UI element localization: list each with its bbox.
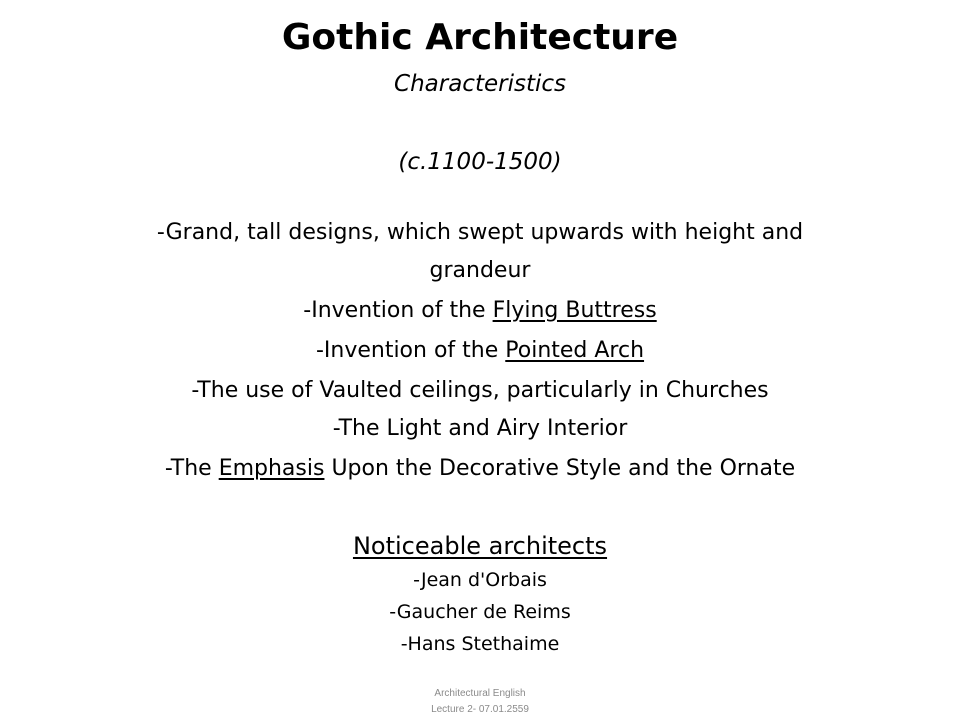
- footer-course: Architectural English: [434, 688, 526, 699]
- bullet-grand-designs-line2: grandeur: [429, 258, 531, 283]
- bullet-prefix: -The: [164, 456, 219, 481]
- bullet-emphasis: [0, 450, 960, 488]
- bullet-prefix: -Invention of the: [303, 298, 493, 323]
- architects-heading-text: Noticeable architects: [352, 532, 608, 560]
- emphasis-term: Emphasis: [218, 456, 325, 481]
- bullet-grand-designs-line1: -Grand, tall designs, which swept upwards with height and: [156, 220, 804, 245]
- architect-item: -Gaucher de Reims: [389, 601, 571, 623]
- slide-subtitle: Characteristics: [394, 71, 566, 97]
- bullet-light-interior: -The Light and Airy Interior: [332, 416, 628, 441]
- architect-item: -Jean d'Orbais: [413, 569, 547, 591]
- flying-buttress-term: Flying Buttress: [492, 298, 657, 323]
- slide-title: Gothic Architecture: [281, 17, 679, 58]
- bullet-prefix: -Invention of the: [315, 338, 506, 363]
- bullet-pointed-arch: [0, 332, 960, 370]
- date-range: (c.1100-1500): [398, 149, 562, 175]
- footer-lecture: Lecture 2- 07.01.2559: [431, 704, 529, 715]
- architect-item: -Hans Stethaime: [400, 633, 560, 655]
- architects-heading: [0, 526, 960, 566]
- bullet-vaulted-ceilings: -The use of Vaulted ceilings, particularly in Churches: [191, 378, 769, 403]
- bullet-flying-buttress: [0, 292, 960, 330]
- bullet-suffix: Upon the Decorative Style and the Ornate: [324, 456, 796, 481]
- pointed-arch-term: Pointed Arch: [505, 338, 645, 363]
